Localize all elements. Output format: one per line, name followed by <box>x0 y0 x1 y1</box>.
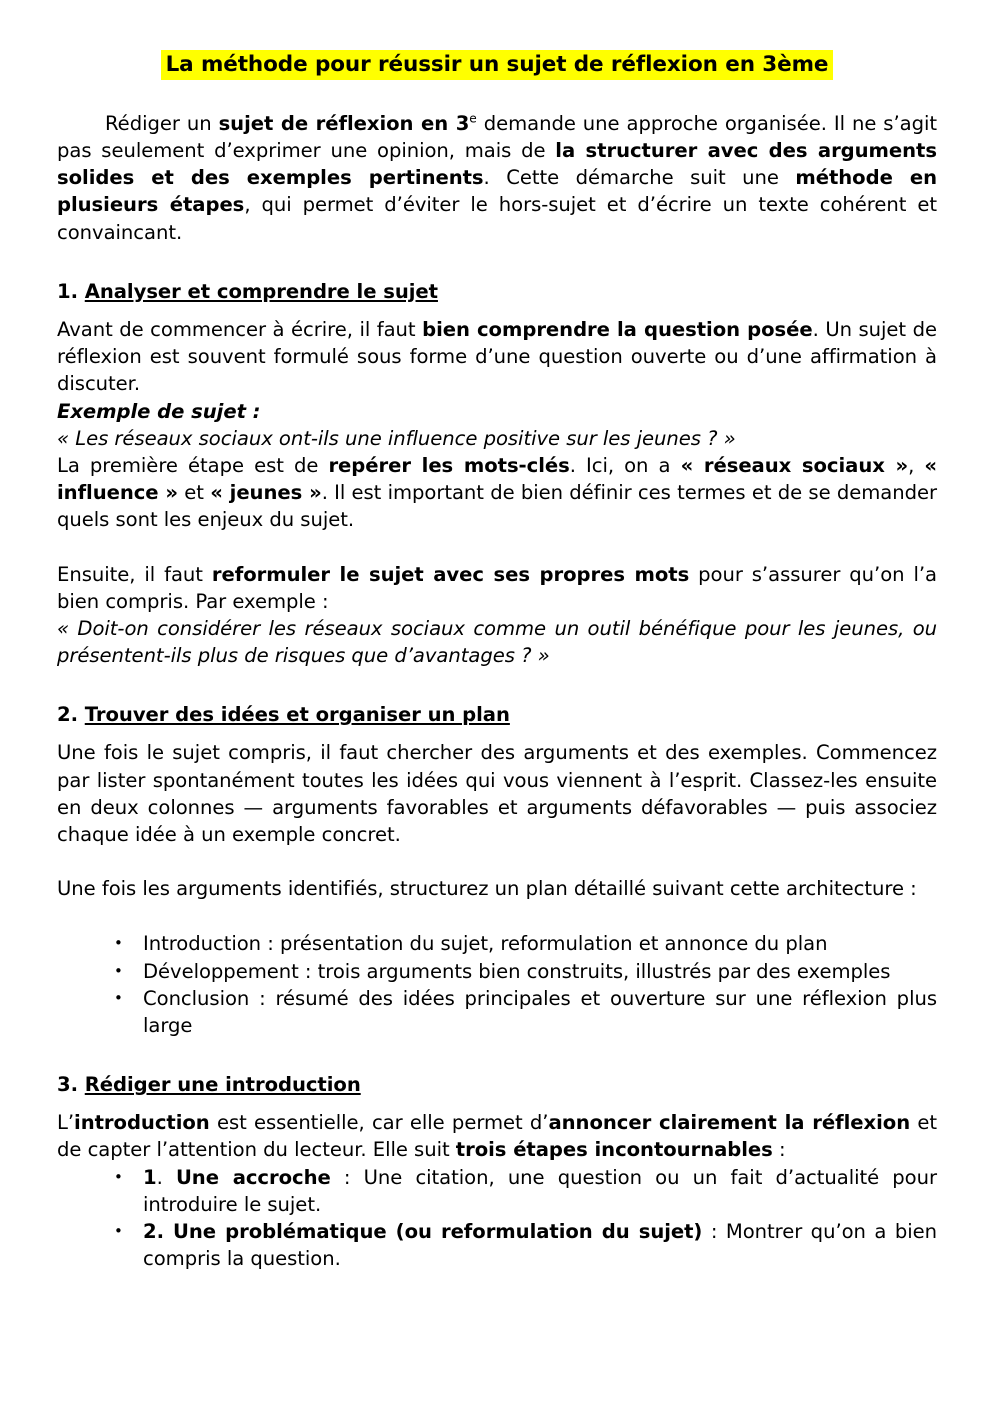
section-1-number: 1. <box>57 279 85 303</box>
s1p2-bold-kw3: « jeunes » <box>210 481 322 505</box>
example-label: Exemple de sujet : <box>57 399 261 423</box>
s1p1-text-a: Avant de commencer à écrire, il faut <box>57 317 423 341</box>
list-item: • Introduction : présentation du sujet, reformulation et annonce du plan <box>57 930 937 957</box>
reformulation-quote: « Doit-on considérer les réseaux sociaux comme un outil bénéfique pour les jeunes, ou présentent-ils plus de risques que d’avantages ? » <box>57 616 937 668</box>
page-title <box>57 0 937 79</box>
s1p2-text-c: . Ici, on a <box>569 453 681 477</box>
s3p1-text-g: : <box>772 1138 786 1162</box>
section-3-number: 3. <box>57 1073 85 1097</box>
section-2-paragraph-1: Une fois le sujet compris, il faut chercher des arguments et des exemples. Commencez par lister spontanément toutes les idées qui vous viennent à l’esprit. Classez-les ensuite en deux colonnes — arguments favorables et arguments défavorables — puis associez chaque idée à un exemple concret. <box>57 741 937 846</box>
s3p1-bold-annoncer: annoncer clairement la réflexion <box>548 1111 911 1135</box>
etape-1-title: Une accroche <box>175 1165 331 1189</box>
etape-1-dot: . <box>156 1165 176 1189</box>
section-heading-2 <box>57 701 937 728</box>
intro-bold-method: méthode en plusieurs étapes <box>57 166 938 217</box>
list-item <box>57 1164 937 1218</box>
intro-bold-structure: la structurer avec des arguments solides et des exemples pertinents <box>57 139 937 190</box>
section-3-paragraph-1 <box>57 1109 937 1163</box>
list-item <box>57 1218 937 1272</box>
etape-2-description: : Montrer qu’on a bien compris la question. <box>143 1219 937 1271</box>
s3p1-text-a: L’ <box>57 1111 75 1135</box>
intro-text-e: . Cette démarche suit une <box>483 166 796 190</box>
etape-1-number: 1 <box>143 1165 157 1189</box>
reformulation-quote-line <box>57 615 937 669</box>
s3p1-bold-etapes: trois étapes incontournables <box>455 1138 773 1162</box>
section-1-paragraph-3 <box>57 561 937 615</box>
intro-text-a: Rédiger un <box>105 111 219 135</box>
plan-bullet-list <box>57 930 937 1039</box>
spacer <box>57 534 937 561</box>
s1p3-text-c: pour s’assurer qu’on l’a bien compris. Par exemple : <box>57 562 937 613</box>
section-1-paragraph-1 <box>57 316 937 398</box>
s1p2-text-a: La première étape est de <box>57 453 329 477</box>
section-1-title: Analyser et comprendre le sujet <box>84 279 438 303</box>
example-quote-line <box>57 425 937 452</box>
spacer <box>57 728 937 739</box>
section-2-title: Trouver des idées et organiser un plan <box>84 703 510 727</box>
section-2-paragraph-2: Une fois les arguments identifiés, structurez un plan détaillé suivant cette architecture : <box>57 877 917 901</box>
s1p3-bold-reformuler: reformuler le sujet avec ses propres mots <box>211 562 690 586</box>
section-1-paragraph-2 <box>57 452 937 534</box>
intro-text-c: demande une approche organisée. Il ne s’agit pas seulement d’exprimer une opinion, mais de <box>57 111 938 163</box>
s1p1-bold-question: bien comprendre la question posée <box>422 317 813 341</box>
s3p1-text-c: est essentielle, car elle permet d’ <box>209 1111 549 1135</box>
section-heading-1 <box>57 278 937 305</box>
list-item: • Développement : trois arguments bien construits, illustrés par des exemples <box>57 958 937 985</box>
s1p2-text-g: et <box>178 481 211 505</box>
section-3-title: Rédiger une introduction <box>84 1073 361 1097</box>
intro-text-g: , qui permet d’éviter le hors-sujet et d’écrire un texte cohérent et convaincant. <box>57 193 937 244</box>
s1p2-text-i: . Il est important de bien définir ces termes et de se demander quels sont les enjeux du sujet. <box>57 481 937 532</box>
spacer <box>57 1039 937 1071</box>
list-item: • Conclusion : résumé des idées principales et ouverture sur une réflexion plus large <box>57 985 937 1039</box>
spacer <box>57 848 937 875</box>
s1p2-bold-keywords: repérer les mots-clés <box>328 453 570 477</box>
example-label-line <box>57 398 937 425</box>
s1p2-bold-kw1: « réseaux sociaux » <box>680 453 909 477</box>
intro-bold-subject: sujet de réflexion en 3 <box>218 111 470 135</box>
spacer <box>57 246 937 278</box>
s1p2-text-e: , <box>908 453 925 477</box>
example-quote: « Les réseaux sociaux ont-ils une influence positive sur les jeunes ? » <box>57 426 736 450</box>
spacer <box>57 305 937 316</box>
spacer <box>57 669 937 701</box>
section-2-number: 2. <box>57 703 85 727</box>
section-heading-3 <box>57 1071 937 1098</box>
s1p3-text-a: Ensuite, il faut <box>57 562 212 586</box>
spacer <box>57 1098 937 1109</box>
etape-1-description: : Une citation, une question ou un fait d’actualité pour introduire le sujet. <box>143 1165 937 1216</box>
etape-2-title: 2. Une problématique (ou reformulation du sujet) <box>143 1219 703 1243</box>
s1p1-text-c: . Un sujet de réflexion est souvent formulé sous forme d’une question ouverte ou d’une affirmation à discuter. <box>57 317 937 396</box>
s3p1-text-e: et de capter l’attention du lecteur. Elle suit <box>57 1111 937 1162</box>
etapes-bullet-list <box>57 1164 937 1273</box>
s3p1-bold-introduction: introduction <box>74 1111 210 1135</box>
intro-paragraph <box>57 110 937 246</box>
page-title-highlight: La méthode pour réussir un sujet de réflexion en 3ème <box>161 50 834 80</box>
ordinal-superscript: e <box>469 111 477 126</box>
s1p2-bold-kw2: « influence » <box>57 453 937 505</box>
